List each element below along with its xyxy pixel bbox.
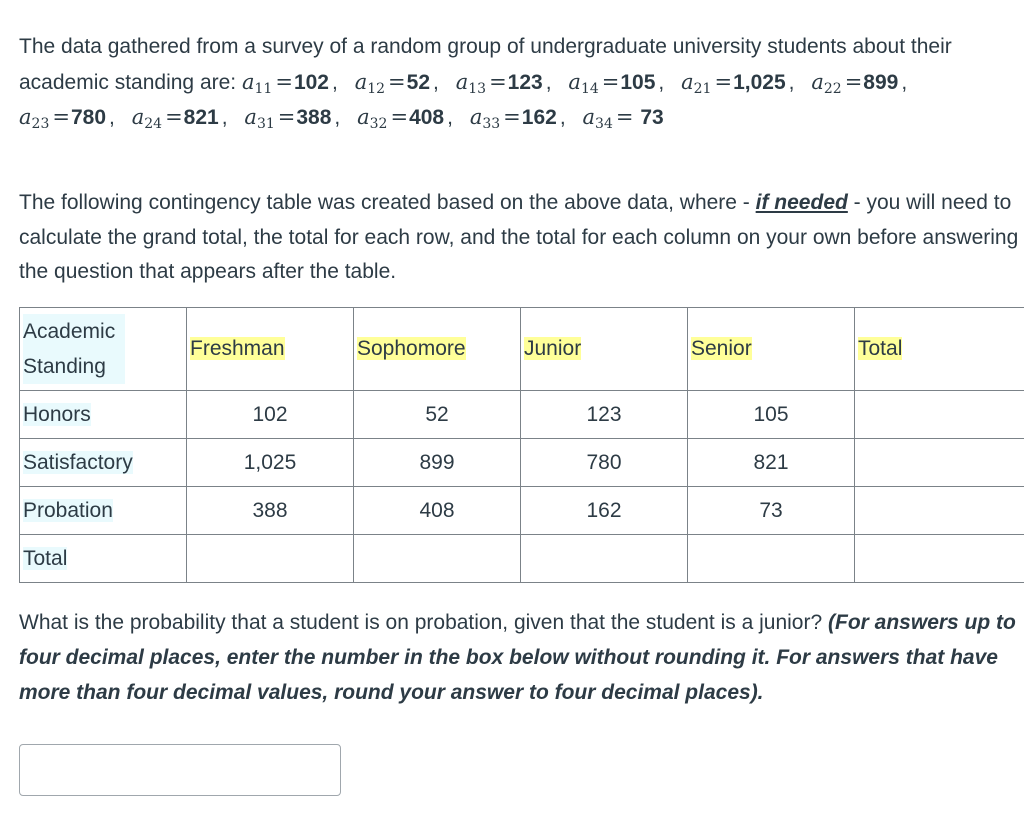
survey-entry: $a_{33} =162$ , xyxy=(469,105,566,132)
row-total-cell xyxy=(855,439,1024,487)
answer-input[interactable] xyxy=(19,744,341,796)
column-header: Sophomore xyxy=(354,308,521,391)
instructions-part1: The following contingency table was created based on the above data, where - xyxy=(19,191,756,214)
survey-value: 899 xyxy=(863,70,899,94)
table-row xyxy=(20,487,1024,535)
instructions-paragraph xyxy=(19,186,1024,290)
column-header: Total xyxy=(855,308,1024,391)
contingency-table xyxy=(19,307,1024,583)
table-cell: 73 xyxy=(688,487,855,535)
column-total-cell xyxy=(354,535,521,583)
survey-value: 1,025 xyxy=(733,70,786,94)
column-header: Junior xyxy=(521,308,688,391)
survey-entry: $a_{13} =123$ , xyxy=(455,69,552,97)
variable-symbol: $a_{21}$ xyxy=(681,69,712,97)
survey-value: 408 xyxy=(409,106,445,129)
survey-value: 123 xyxy=(507,70,543,94)
variable-symbol: $a_{34}$ xyxy=(582,105,613,132)
survey-entry: $a_{21} =1,025$ , xyxy=(681,69,795,97)
row-total-cell xyxy=(855,391,1024,439)
variable-symbol: $a_{23}$ xyxy=(19,105,50,132)
table-row xyxy=(20,439,1024,487)
variable-symbol: $a_{13}$ xyxy=(455,69,487,97)
variable-symbol: $a_{22}$ xyxy=(811,69,842,97)
survey-entry: $a_{11} =102$ , xyxy=(241,69,338,97)
table-cell: 105 xyxy=(688,391,855,439)
table-cell: 162 xyxy=(521,487,688,535)
instructions-part2: - you will need to calculate the grand total, the total for each row, and the total for each column on your own before answering the question that appears after the table. xyxy=(19,191,1019,283)
variable-symbol: $a_{12}$ xyxy=(354,69,386,97)
variable-symbol: $a_{24}$ xyxy=(131,105,163,132)
row-total-cell xyxy=(855,487,1024,535)
variable-symbol: $a_{11}$ xyxy=(241,69,273,97)
column-total-cell xyxy=(521,535,688,583)
survey-entry: $a_{14} =105$ , xyxy=(568,69,665,97)
survey-value: 388 xyxy=(296,106,332,129)
survey-entry: $a_{24} =821$ , xyxy=(131,105,228,132)
survey-value: 73 xyxy=(640,106,664,129)
survey-value: 162 xyxy=(521,106,557,129)
survey-entry: $a_{34}$ = xyxy=(582,105,634,132)
survey-entry: $a_{23} =780$ , xyxy=(19,105,115,132)
column-total-cell xyxy=(688,535,855,583)
row-label: Total xyxy=(20,535,187,583)
table-cell: 123 xyxy=(521,391,688,439)
table-cell: 388 xyxy=(187,487,354,535)
survey-value: 821 xyxy=(183,106,219,129)
intro-text: The data gathered from a survey of a random group of undergraduate university students about their academic standing are: xyxy=(19,35,952,94)
table-row xyxy=(20,391,1024,439)
survey-entry: $a_{32} =408$ , xyxy=(357,105,453,132)
survey-value: 52 xyxy=(406,70,431,94)
table-header-row xyxy=(20,308,1024,391)
survey-entry: $a_{22} =899$ , xyxy=(811,69,908,97)
variable-symbol: $a_{33}$ xyxy=(469,105,501,132)
table-cell: 408 xyxy=(354,487,521,535)
variable-symbol: $a_{31}$ xyxy=(244,105,275,132)
survey-value: 780 xyxy=(70,106,107,129)
table-cell: 102 xyxy=(187,391,354,439)
table-total-row xyxy=(20,535,1024,583)
table-cell: 52 xyxy=(354,391,521,439)
column-header: Senior xyxy=(688,308,855,391)
column-total-cell xyxy=(187,535,354,583)
survey-value: 105 xyxy=(620,70,656,94)
table-cell: 1,025 xyxy=(187,439,354,487)
question-paragraph xyxy=(19,605,1018,710)
row-label: Honors xyxy=(20,391,187,439)
question-text: What is the probability that a student is on probation, given that the student is a junior? xyxy=(19,611,823,634)
grand-total-cell xyxy=(855,535,1024,583)
column-header: Freshman xyxy=(187,308,354,391)
variable-symbol: $a_{32}$ xyxy=(357,105,388,132)
variable-symbol: $a_{14}$ xyxy=(568,69,599,97)
intro-paragraph xyxy=(19,30,1024,136)
survey-entry: $a_{12} =52$ , xyxy=(354,69,439,97)
question-note: (For answers up to four decimal places, enter the number in the box below without rounding it. For answers that have more than four decimal values, round your answer to four decimal places). xyxy=(19,611,1016,704)
row-label: Satisfactory xyxy=(20,439,187,487)
table-cell: 780 xyxy=(521,439,688,487)
survey-entry: $a_{31} =388$ , xyxy=(244,105,341,132)
corner-header: Academic Standing xyxy=(20,308,187,391)
table-cell: 821 xyxy=(688,439,855,487)
survey-value: 102 xyxy=(293,70,329,94)
row-label: Probation xyxy=(20,487,187,535)
instructions-emphasis: if needed xyxy=(755,191,848,214)
table-cell: 899 xyxy=(354,439,521,487)
